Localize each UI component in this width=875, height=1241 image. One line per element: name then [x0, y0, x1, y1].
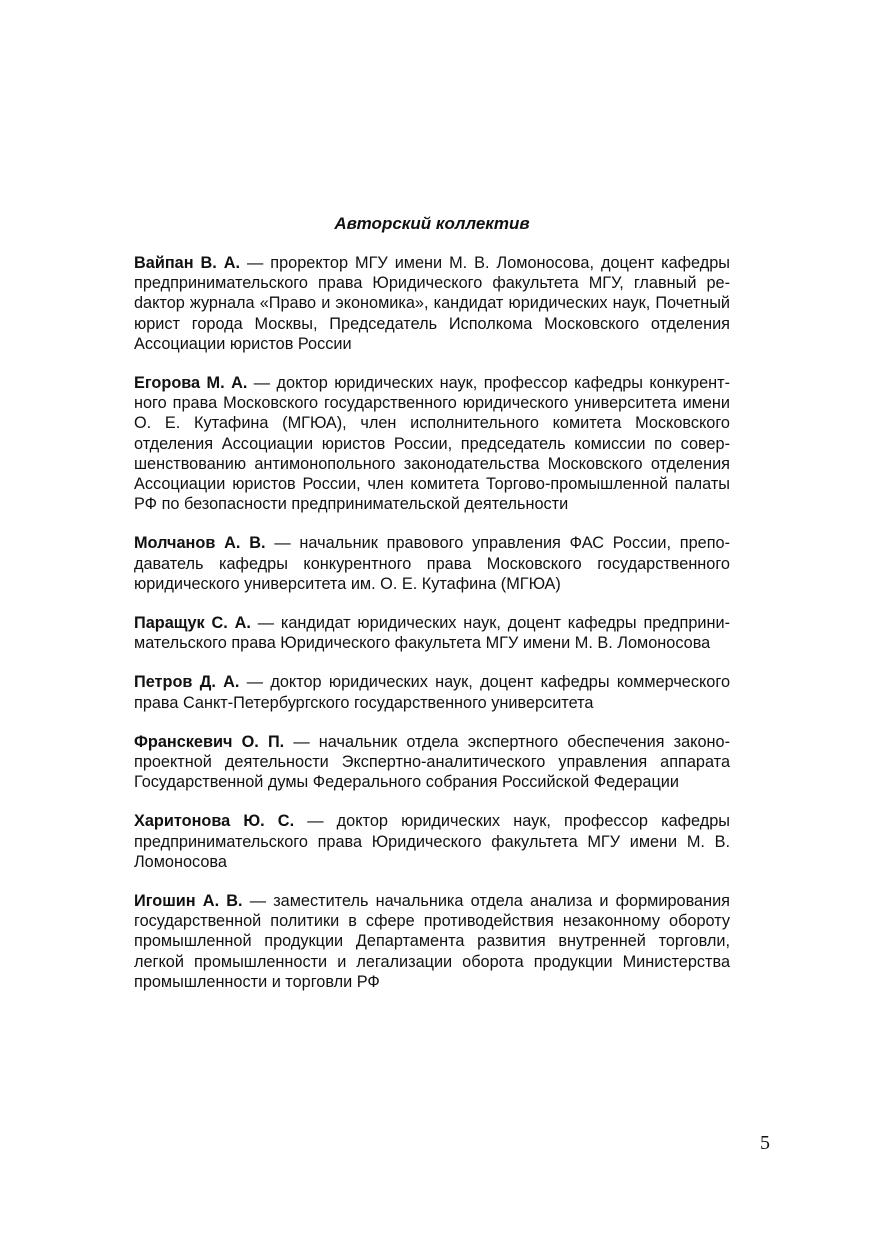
author-entry — [134, 253, 730, 354]
author-name: Харитонова Ю. С. — [134, 812, 295, 831]
author-name: Вайпан В. А. — [134, 254, 241, 272]
author-name: Молчанов А. В. — [134, 534, 266, 553]
author-description: — доктор юридических наук, профессор кафедры предпринимательского права Юридического факультета МГУ имени М. В. Ломоносова — [134, 812, 730, 871]
author-entry — [134, 672, 730, 712]
author-entry — [134, 891, 730, 992]
author-name: Паращук С. А. — [134, 614, 251, 633]
author-description: — заместитель начальника отдела анализа и формирования государственной политики в сфере противодействия незаконному обороту промышленной продукции Департамента развития внутренней торговли, легкой промышленности и легализации оборота продукции Министерства промышленности и торговли РФ — [134, 892, 730, 991]
author-name: Франскевич О. П. — [134, 732, 285, 751]
author-entry — [134, 613, 730, 653]
author-description: — начальник правового управления ФАС России, преподаватель кафедры конкурентного права Московского государственного юридического университета им. О. Е. Кутафина (МГЮА) — [134, 534, 730, 593]
authors-list — [134, 253, 730, 1011]
author-name: Петров Д. А. — [134, 673, 240, 692]
author-entry — [134, 732, 730, 793]
author-entry — [134, 533, 730, 594]
page-number: 5 — [760, 1132, 770, 1154]
author-name: Егорова М. А. — [134, 374, 248, 393]
author-description: — проректор МГУ имени М. В. Ломоносова, доцент кафедры предпринимательского права Юридического факультета МГУ, главный реdактор журнала «Право и экономика», кандидат юридических наук, Почетный юрист города Москвы, Председатель Исполкома Московского отделения Ассоциации юристов России — [134, 254, 731, 353]
author-description: — доктор юридических наук, профессор кафедры конкурентного права Московского государственного юридического университета имени О. Е. Кутафина (МГЮА), член исполнительного комитета Московского отделения Ассоциации юристов России, председатель комиссии по совершенствованию антимонопольного законодательства Московского отделения Ассоциации юристов России, член комитета Торгово-промышленной палаты РФ по безопасности предпринимательской деятельности — [134, 374, 730, 514]
section-heading: Авторский коллектив — [334, 214, 530, 233]
author-description: — доктор юридических наук, доцент кафедры коммерческого права Санкт-Петербургского государственного университета — [134, 673, 730, 712]
author-name: Игошин А. В. — [134, 892, 243, 911]
author-entry — [134, 811, 730, 872]
author-entry — [134, 373, 730, 514]
author-description: — начальник отдела экспертного обеспечения законопроектной деятельности Экспертно-аналитического управления аппарата Государственной думы Федерального собрания Российской Федерации — [134, 732, 730, 792]
author-description: — кандидат юридических наук, доцент кафедры предпринимательского права Юридического факультета МГУ имени М. В. Ломоносова — [134, 614, 730, 653]
